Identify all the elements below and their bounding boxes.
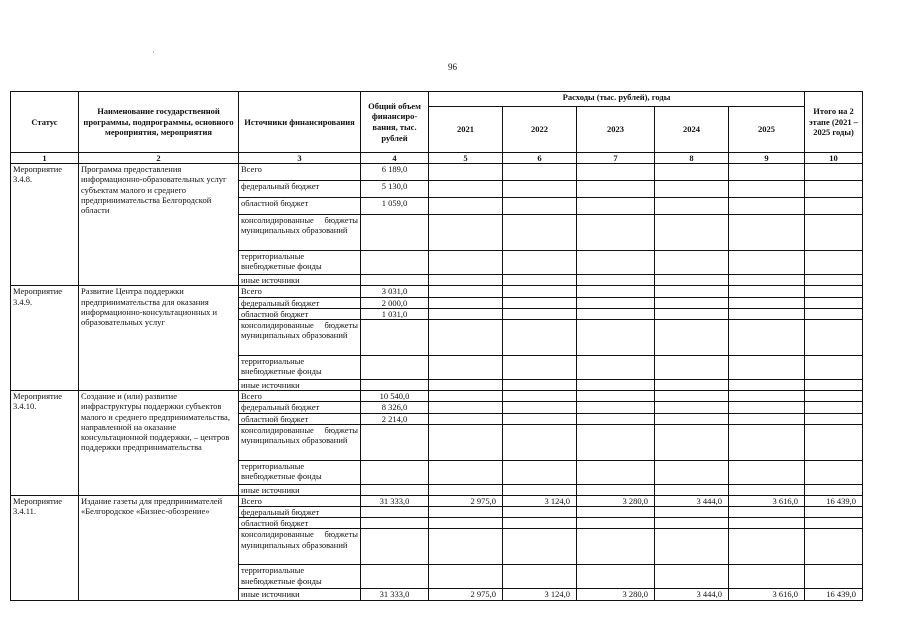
column-number: 10 (805, 153, 863, 164)
total-amount: 1 059,0 (361, 198, 429, 215)
year-amount (729, 308, 805, 319)
header-stage-total: Итого на 2 этапе (2021 – 2025 годы) (805, 92, 863, 153)
year-amount (655, 484, 729, 495)
year-amount (503, 164, 577, 181)
year-amount: 3 124,0 (503, 495, 577, 506)
year-amount (429, 355, 503, 379)
header-year: 2021 (429, 107, 503, 153)
header-year: 2024 (655, 107, 729, 153)
stage-total-amount (805, 484, 863, 495)
year-amount (655, 402, 729, 413)
year-amount: 3 124,0 (503, 589, 577, 600)
funding-source: территориальные внебюджетные фонды (239, 251, 361, 275)
year-amount (429, 379, 503, 390)
year-amount (729, 215, 805, 251)
column-number: 4 (361, 153, 429, 164)
stage-total-amount (805, 198, 863, 215)
year-amount (655, 164, 729, 181)
funding-source: консолидированные бюджеты муниципальных образований (239, 424, 361, 460)
stage-total-amount: 16 439,0 (805, 589, 863, 600)
year-amount (655, 565, 729, 589)
table-row (11, 391, 863, 402)
year-amount (655, 379, 729, 390)
header-name: Наименование государственной программы, подпрограммы, основного мероприятия, мероприятия (79, 92, 239, 153)
year-amount (729, 275, 805, 286)
year-amount (655, 355, 729, 379)
total-amount (361, 529, 429, 565)
year-amount (655, 275, 729, 286)
year-amount (429, 460, 503, 484)
year-amount (503, 529, 577, 565)
year-amount (429, 402, 503, 413)
total-amount: 10 540,0 (361, 391, 429, 402)
year-amount (729, 460, 805, 484)
page-number: 96 (448, 62, 457, 72)
table-row (11, 164, 863, 181)
year-amount (429, 518, 503, 529)
total-amount: 8 326,0 (361, 402, 429, 413)
year-amount (577, 308, 655, 319)
funding-source: иные источники (239, 379, 361, 390)
stage-total-amount: 16 439,0 (805, 495, 863, 506)
year-amount (577, 319, 655, 355)
year-amount (429, 297, 503, 308)
year-amount (577, 198, 655, 215)
measure-name: Развитие Центра поддержки предпринимательства для оказания информационно-консультационных и образовательных услуг (79, 286, 239, 391)
year-amount (429, 275, 503, 286)
year-amount (503, 181, 577, 198)
column-number: 8 (655, 153, 729, 164)
total-amount (361, 275, 429, 286)
funding-source: иные источники (239, 484, 361, 495)
header-year: 2023 (577, 107, 655, 153)
stage-total-amount (805, 402, 863, 413)
total-amount (361, 251, 429, 275)
column-number: 6 (503, 153, 577, 164)
funding-source: Всего (239, 391, 361, 402)
funding-source: Всего (239, 286, 361, 297)
table-row (11, 495, 863, 506)
year-amount (503, 484, 577, 495)
column-number: 1 (11, 153, 79, 164)
year-amount (429, 198, 503, 215)
funding-source: территориальные внебюджетные фонды (239, 460, 361, 484)
funding-source: федеральный бюджет (239, 297, 361, 308)
total-amount (361, 215, 429, 251)
year-amount (577, 507, 655, 518)
stage-total-amount (805, 286, 863, 297)
year-amount (429, 391, 503, 402)
year-amount (729, 518, 805, 529)
year-amount (503, 507, 577, 518)
year-amount (729, 565, 805, 589)
year-amount (729, 379, 805, 390)
year-amount (729, 181, 805, 198)
year-amount (577, 391, 655, 402)
year-amount (503, 391, 577, 402)
year-amount (577, 355, 655, 379)
year-amount (503, 297, 577, 308)
column-number-row (11, 153, 863, 164)
measure-name: Издание газеты для предпринимателей «Белгородское «Бизнес-обозрение» (79, 495, 239, 600)
year-amount (429, 565, 503, 589)
year-amount (429, 164, 503, 181)
measure-status: Мероприятие 3.4.9. (11, 286, 79, 391)
year-amount (577, 484, 655, 495)
table-row (11, 286, 863, 297)
total-amount (361, 565, 429, 589)
year-amount (429, 413, 503, 424)
header-year: 2025 (729, 107, 805, 153)
column-number: 7 (577, 153, 655, 164)
funding-source: федеральный бюджет (239, 507, 361, 518)
year-amount (503, 198, 577, 215)
year-amount (429, 181, 503, 198)
year-amount (655, 308, 729, 319)
year-amount (429, 424, 503, 460)
year-amount (577, 181, 655, 198)
year-amount (729, 529, 805, 565)
total-amount: 6 189,0 (361, 164, 429, 181)
total-amount: 2 000,0 (361, 297, 429, 308)
total-amount (361, 355, 429, 379)
funding-source: Всего (239, 495, 361, 506)
year-amount (729, 198, 805, 215)
year-amount (429, 215, 503, 251)
year-amount (729, 286, 805, 297)
year-amount (655, 391, 729, 402)
year-amount (729, 355, 805, 379)
stage-total-amount (805, 355, 863, 379)
total-amount (361, 424, 429, 460)
year-amount (577, 379, 655, 390)
table-body (11, 164, 863, 600)
stage-total-amount (805, 164, 863, 181)
year-amount (655, 529, 729, 565)
year-amount (577, 518, 655, 529)
year-amount (577, 164, 655, 181)
year-amount (503, 275, 577, 286)
total-amount: 3 031,0 (361, 286, 429, 297)
funding-source: Всего (239, 164, 361, 181)
year-amount (503, 308, 577, 319)
stage-total-amount (805, 565, 863, 589)
funding-source: областной бюджет (239, 308, 361, 319)
year-amount: 3 280,0 (577, 589, 655, 600)
year-amount (729, 164, 805, 181)
funding-source: иные источники (239, 589, 361, 600)
year-amount (503, 379, 577, 390)
year-amount (429, 286, 503, 297)
total-amount (361, 319, 429, 355)
year-amount (577, 529, 655, 565)
year-amount (655, 215, 729, 251)
year-amount (655, 251, 729, 275)
year-amount (577, 424, 655, 460)
funding-source: иные источники (239, 275, 361, 286)
stage-total-amount (805, 308, 863, 319)
measure-status: Мероприятие 3.4.10. (11, 391, 79, 496)
year-amount (577, 297, 655, 308)
measure-name: Программа предоставления информационно-образовательных услуг субъектам малого и среднего предпринимательства Белгородской области (79, 164, 239, 286)
stage-total-amount (805, 507, 863, 518)
year-amount (655, 460, 729, 484)
header-expenses: Расходы (тыс. рублей), годы (429, 92, 805, 107)
funding-source: областной бюджет (239, 198, 361, 215)
year-amount (655, 507, 729, 518)
year-amount: 3 616,0 (729, 589, 805, 600)
scan-speck: · (152, 48, 155, 57)
year-amount (503, 424, 577, 460)
year-amount: 3 444,0 (655, 589, 729, 600)
measure-status: Мероприятие 3.4.11. (11, 495, 79, 600)
funding-source: территориальные внебюджетные фонды (239, 565, 361, 589)
header-status: Статус (11, 92, 79, 153)
funding-source: консолидированные бюджеты муниципальных образований (239, 215, 361, 251)
year-amount (577, 565, 655, 589)
total-amount: 2 214,0 (361, 413, 429, 424)
measure-name: Создание и (или) развитие инфраструктуры поддержки субъектов малого и среднего предпринимательства, направленной на оказание консультационной поддержки, – центров поддержки предпринимательства (79, 391, 239, 496)
stage-total-amount (805, 391, 863, 402)
total-amount: 31 333,0 (361, 589, 429, 600)
year-amount (577, 215, 655, 251)
year-amount (729, 297, 805, 308)
year-amount (429, 484, 503, 495)
year-amount (655, 181, 729, 198)
total-amount: 31 333,0 (361, 495, 429, 506)
total-amount (361, 460, 429, 484)
header-year: 2022 (503, 107, 577, 153)
measure-status: Мероприятие 3.4.8. (11, 164, 79, 286)
year-amount (503, 215, 577, 251)
year-amount (729, 319, 805, 355)
total-amount: 5 130,0 (361, 181, 429, 198)
year-amount: 2 975,0 (429, 589, 503, 600)
year-amount (577, 275, 655, 286)
total-amount (361, 379, 429, 390)
year-amount (429, 529, 503, 565)
year-amount (655, 198, 729, 215)
year-amount (429, 308, 503, 319)
year-amount (503, 565, 577, 589)
stage-total-amount (805, 181, 863, 198)
column-number: 5 (429, 153, 503, 164)
funding-source: консолидированные бюджеты муниципальных образований (239, 529, 361, 565)
stage-total-amount (805, 518, 863, 529)
year-amount (503, 460, 577, 484)
header-total: Общий объем финансиро-вания, тыс. рублей (361, 92, 429, 153)
year-amount: 3 444,0 (655, 495, 729, 506)
funding-source: консолидированные бюджеты муниципальных образований (239, 319, 361, 355)
funding-source: федеральный бюджет (239, 181, 361, 198)
year-amount (503, 251, 577, 275)
year-amount (503, 286, 577, 297)
year-amount (503, 518, 577, 529)
header-sources: Источники финансирования (239, 92, 361, 153)
year-amount: 2 975,0 (429, 495, 503, 506)
year-amount (577, 402, 655, 413)
year-amount (655, 297, 729, 308)
year-amount (729, 402, 805, 413)
year-amount (577, 413, 655, 424)
year-amount (503, 355, 577, 379)
year-amount (655, 319, 729, 355)
year-amount (729, 413, 805, 424)
total-amount (361, 507, 429, 518)
total-amount (361, 518, 429, 529)
stage-total-amount (805, 275, 863, 286)
year-amount (655, 413, 729, 424)
stage-total-amount (805, 529, 863, 565)
year-amount: 3 616,0 (729, 495, 805, 506)
year-amount (503, 319, 577, 355)
year-amount (503, 413, 577, 424)
stage-total-amount (805, 424, 863, 460)
column-number: 3 (239, 153, 361, 164)
funding-source: областной бюджет (239, 518, 361, 529)
year-amount: 3 280,0 (577, 495, 655, 506)
year-amount (429, 319, 503, 355)
year-amount (729, 391, 805, 402)
year-amount (729, 484, 805, 495)
column-number: 9 (729, 153, 805, 164)
stage-total-amount (805, 413, 863, 424)
stage-total-amount (805, 297, 863, 308)
stage-total-amount (805, 215, 863, 251)
stage-total-amount (805, 319, 863, 355)
funding-source: областной бюджет (239, 413, 361, 424)
funding-source: федеральный бюджет (239, 402, 361, 413)
year-amount (729, 424, 805, 460)
funding-source: территориальные внебюджетные фонды (239, 355, 361, 379)
stage-total-amount (805, 460, 863, 484)
year-amount (577, 286, 655, 297)
year-amount (429, 507, 503, 518)
year-amount (577, 460, 655, 484)
column-number: 2 (79, 153, 239, 164)
stage-total-amount (805, 379, 863, 390)
year-amount (655, 286, 729, 297)
year-amount (503, 402, 577, 413)
financing-table (10, 91, 863, 601)
year-amount (729, 251, 805, 275)
year-amount (429, 251, 503, 275)
year-amount (655, 518, 729, 529)
year-amount (655, 424, 729, 460)
year-amount (577, 251, 655, 275)
year-amount (729, 507, 805, 518)
total-amount (361, 484, 429, 495)
total-amount: 1 031,0 (361, 308, 429, 319)
stage-total-amount (805, 251, 863, 275)
